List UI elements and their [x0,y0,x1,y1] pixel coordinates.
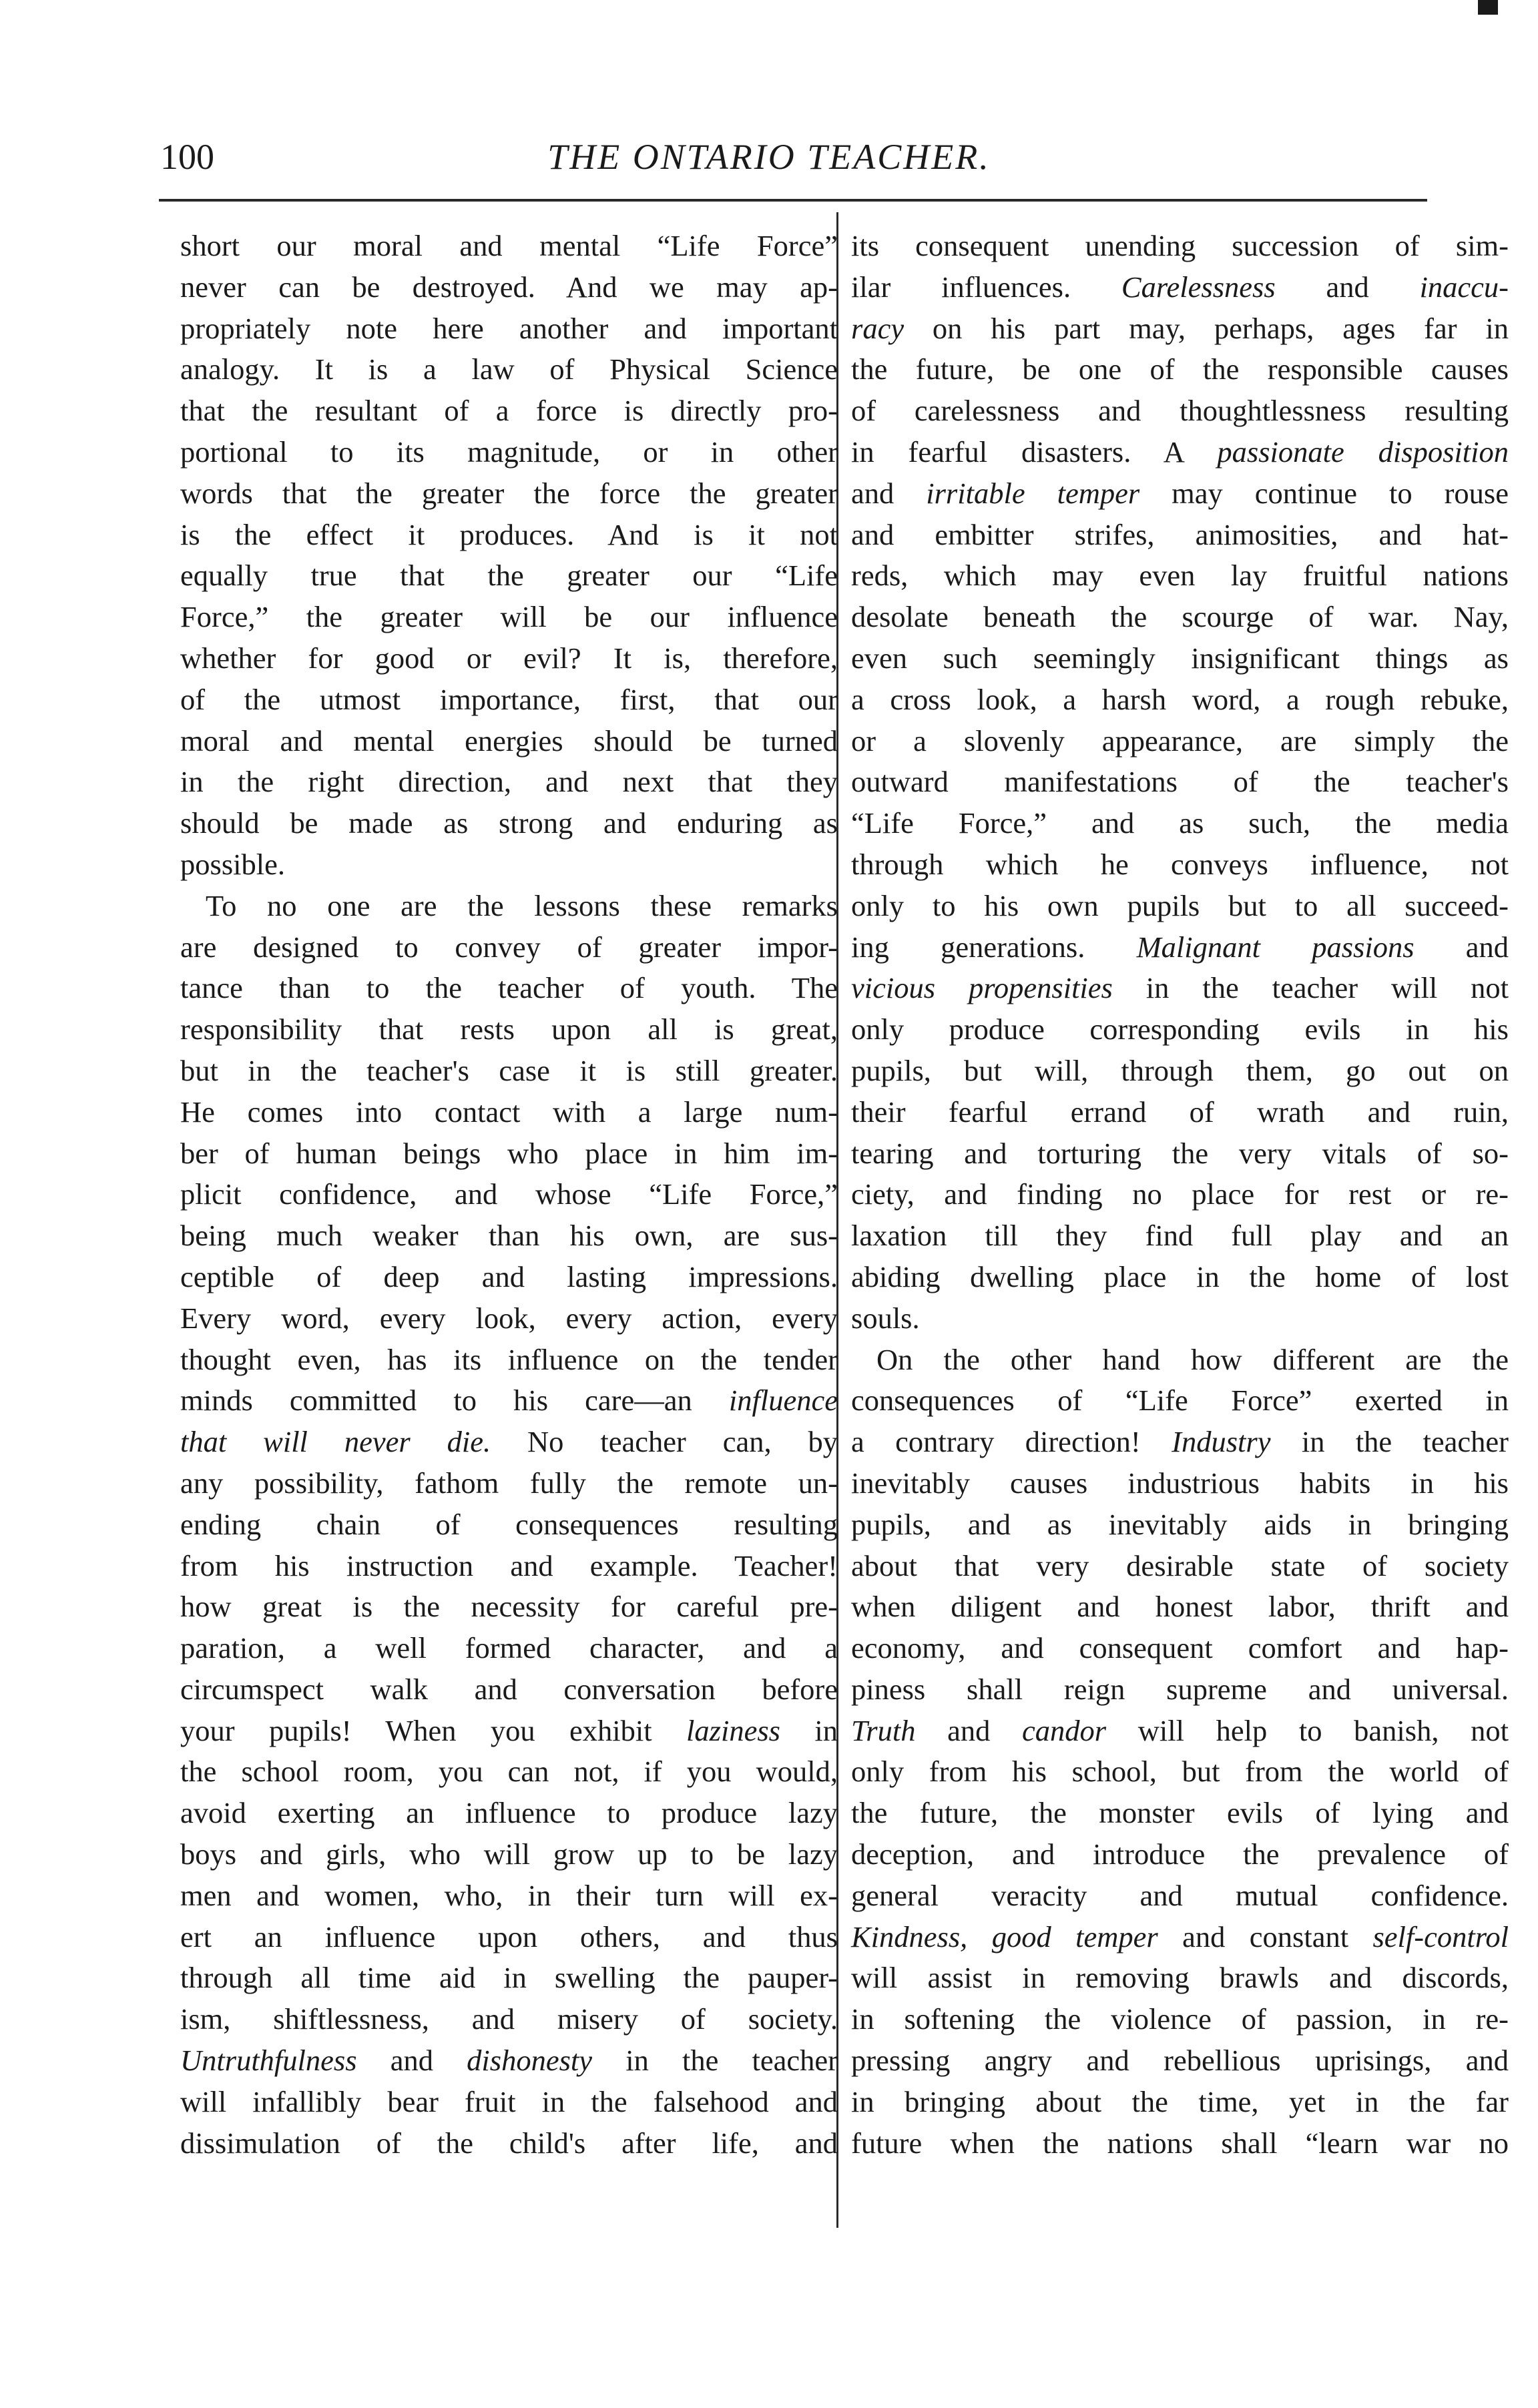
text-line [180,1339,838,1381]
text-line [180,349,838,390]
text-line [851,638,1509,679]
italic-phrase: candor [1022,1713,1107,1747]
text-run: economy, and consequent comfort and hap- [851,1631,1509,1665]
text-line [851,2040,1509,2082]
text-run: future when the nations shall “learn war no [851,2126,1509,2160]
text-run: and [915,1713,1023,1747]
text-line [851,432,1509,473]
text-run: through which he conveys influence, not [851,847,1509,881]
text-line [180,803,838,844]
text-line [180,886,838,927]
italic-phrase: dishonesty [467,2044,593,2078]
text-run: pressing angry and rebellious uprisings, and [851,2044,1509,2078]
text-run: in [780,1713,838,1747]
text-line [851,886,1509,927]
text-run: dissimulation of the child's after life, and [180,2126,838,2160]
text-line [851,968,1509,1009]
text-line [180,638,838,679]
text-run: and embitter strifes, animosities, and hat- [851,517,1509,551]
text-line [851,515,1509,556]
text-run: only from his school, but from the world of [851,1755,1509,1789]
text-run: propriately note here another and important [180,311,838,345]
text-run: and [1275,270,1420,304]
text-line [180,1751,838,1793]
text-line [180,1298,838,1339]
text-run: Force,” the greater will be our influence [180,600,838,634]
text-line [851,679,1509,721]
text-line [180,1215,838,1257]
text-run: general veracity and mutual confidence. [851,1878,1509,1912]
text-line [180,432,838,473]
text-line [180,1793,838,1834]
italic-phrase: Industry [1172,1425,1271,1459]
text-line [851,267,1509,308]
italic-phrase: Untruthfulness [180,2044,357,2078]
text-line [851,1174,1509,1215]
text-run: the future, the monster evils of lying and [851,1796,1509,1830]
italic-phrase: Carelessness [1121,270,1276,304]
text-line [180,308,838,350]
text-line [180,762,838,803]
text-run: and [356,2044,467,2078]
text-line [180,1917,838,1958]
text-line [180,267,838,308]
text-run: never can be destroyed. And we may ap- [180,270,838,304]
text-run: words that the greater the force the greater [180,476,838,510]
text-line [180,597,838,638]
text-run: possible. [180,847,285,881]
text-run: men and women, who, in their turn will ex- [180,1878,838,1912]
text-run: On the other hand how different are the [876,1342,1509,1376]
text-run: in the teacher [592,2044,838,2078]
italic-phrase: Kindness, good temper [851,1919,1158,1953]
text-line [851,1958,1509,1999]
text-line [180,968,838,1009]
text-run: their fearful errand of wrath and ruin, [851,1095,1509,1129]
text-run: in the teacher will not [1112,971,1509,1005]
text-run: when diligent and honest labor, thrift and [851,1590,1509,1624]
text-line [851,1050,1509,1092]
text-run: should be made as strong and enduring as [180,806,838,840]
text-line [180,721,838,762]
text-line [180,390,838,432]
text-line [180,1669,838,1711]
text-line [180,1875,838,1917]
text-run: a contrary direction! [851,1425,1172,1459]
italic-phrase: irritable temper [926,476,1140,510]
text-line [851,1711,1509,1752]
italic-phrase: Truth [851,1713,916,1747]
text-run: is the effect it produces. And is it not [180,517,838,551]
text-run: in fearful disasters. A [851,434,1218,469]
text-line [851,2123,1509,2164]
text-run: tance than to the teacher of youth. The [180,971,838,1005]
text-line [851,390,1509,432]
text-run: tearing and torturing the very vitals of so- [851,1136,1509,1170]
text-line [851,1257,1509,1298]
text-line [851,1546,1509,1587]
text-run: only to his own pupils but to all succeed- [851,888,1509,922]
text-run: laxation till they find full play and an [851,1219,1509,1253]
italic-phrase: that will never die. [180,1425,491,1459]
text-line [180,1546,838,1587]
text-run: thought even, has its influence on the tender [180,1342,838,1376]
text-run: only produce corresponding evils in his [851,1012,1509,1046]
text-run: To no one are the lessons these remarks [206,888,838,922]
text-run: or a slovenly appearance, are simply the [851,723,1509,758]
italic-phrase: vicious propensities [851,971,1113,1005]
text-line [180,226,838,267]
text-run: piness shall reign supreme and universal. [851,1672,1509,1706]
text-run: through all time aid in swelling the pauper- [180,1961,838,1995]
text-line [180,1504,838,1546]
text-line [180,1133,838,1175]
header-rule [159,199,1427,202]
text-run: minds committed to his care—an [180,1384,729,1418]
text-line [851,473,1509,515]
text-run: ending chain of consequences resulting [180,1507,838,1541]
text-run: boys and girls, who will grow up to be lazy [180,1837,838,1871]
text-run: in the right direction, and next that they [180,765,838,799]
text-run: ert an influence upon others, and thus [180,1919,838,1953]
text-line [851,1751,1509,1793]
text-line [180,927,838,968]
text-line [180,1463,838,1504]
text-run: No teacher can, by [491,1425,838,1459]
text-line [180,1422,838,1463]
text-line [851,844,1509,886]
text-run: ilar influences. [851,270,1121,304]
text-run: pupils, but will, through them, go out on [851,1053,1509,1087]
text-line [851,721,1509,762]
text-run: reds, which may even lay fruitful nations [851,559,1509,593]
text-line [851,1917,1509,1958]
text-run: but in the teacher's case it is still greater. [180,1053,838,1087]
text-run: being much weaker than his own, are sus- [180,1219,838,1253]
left-column [180,226,838,2228]
text-run: and [1414,930,1509,964]
text-run: inevitably causes industrious habits in his [851,1466,1509,1500]
text-line [851,803,1509,844]
italic-phrase: influence [728,1384,838,1418]
text-line [180,473,838,515]
text-run: avoid exerting an influence to produce lazy [180,1796,838,1830]
page-number: 100 [160,137,214,177]
text-line [851,226,1509,267]
italic-phrase: racy [851,311,905,345]
text-run: in softening the violence of passion, in re- [851,2002,1509,2036]
text-run: ceptible of deep and lasting impressions. [180,1259,838,1293]
text-run: desolate beneath the scourge of war. Nay, [851,600,1509,634]
text-run: He comes into contact with a large num- [180,1095,838,1129]
text-run: ism, shiftlessness, and misery of society. [180,2002,838,2036]
text-line [180,679,838,721]
text-run: paration, a well formed character, and a [180,1631,838,1665]
text-line [180,515,838,556]
text-line [180,1958,838,1999]
text-line [180,1009,838,1050]
text-run: outward manifestations of the teacher's [851,765,1509,799]
text-run: analogy. It is a law of Physical Science [180,352,838,386]
right-column [851,226,1509,2228]
italic-phrase: Malignant passions [1136,930,1415,964]
text-run: will help to banish, not [1106,1713,1509,1747]
text-run: the school room, you can not, if you would, [180,1755,838,1789]
text-run: the future, be one of the responsible causes [851,352,1509,386]
text-line [851,2082,1509,2123]
text-run: in bringing about the time, yet in the far [851,2084,1509,2118]
text-run: moral and mental energies should be turned [180,723,838,758]
text-line [851,1298,1509,1339]
text-line [180,1628,838,1669]
text-run: pupils, and as inevitably aids in bringing [851,1507,1509,1541]
text-run: deception, and introduce the prevalence of [851,1837,1509,1871]
running-title: THE ONTARIO TEACHER. [547,137,991,177]
text-line [180,844,838,886]
text-run: that the resultant of a force is directly pro- [180,394,838,428]
text-run: your pupils! When you exhibit [180,1713,687,1747]
text-line [851,1463,1509,1504]
text-run: ber of human beings who place in him im- [180,1136,838,1170]
text-line [180,555,838,597]
text-line [180,1711,838,1752]
text-run: ciety, and finding no place for rest or re- [851,1177,1509,1211]
text-line [851,927,1509,968]
text-line [851,1422,1509,1463]
text-run: responsibility that rests upon all is great, [180,1012,838,1046]
text-run: from his instruction and example. Teacher! [180,1548,838,1582]
text-line [180,1999,838,2040]
text-run: even such seemingly insignificant things as [851,641,1509,675]
text-run: circumspect walk and conversation before [180,1672,838,1706]
text-line [851,1586,1509,1628]
text-line [851,1133,1509,1175]
text-run: plicit confidence, and whose “Life Force,” [180,1177,838,1211]
text-line [851,1339,1509,1381]
text-run: portional to its magnitude, or in other [180,434,838,469]
italic-phrase: laziness [686,1713,780,1747]
text-line [851,1009,1509,1050]
text-run: about that very desirable state of society [851,1548,1509,1582]
italic-phrase: self-control [1372,1919,1509,1953]
text-line [851,1669,1509,1711]
text-line [851,597,1509,638]
text-line [851,1380,1509,1422]
text-line [851,1504,1509,1546]
text-line [851,555,1509,597]
text-run: of carelessness and thoughtlessness resulting [851,394,1509,428]
text-line [180,1174,838,1215]
text-run: will infallibly bear fruit in the falsehood and [180,2084,838,2118]
text-run: its consequent unending succession of sim- [851,229,1509,262]
text-run: abiding dwelling place in the home of lost [851,1259,1509,1293]
text-line [180,1834,838,1875]
text-line [851,349,1509,390]
text-run: of the utmost importance, first, that our [180,682,838,716]
text-line [851,1793,1509,1834]
text-line [851,1999,1509,2040]
text-line [851,762,1509,803]
text-run: will assist in removing brawls and discords, [851,1961,1509,1995]
text-line [851,1875,1509,1917]
text-run: how great is the necessity for careful pre- [180,1590,838,1624]
text-run: souls. [851,1301,920,1335]
text-run: any possibility, fathom fully the remote un- [180,1466,838,1500]
text-run: on his part may, perhaps, ages far in [904,311,1509,345]
text-line [851,1628,1509,1669]
text-line [180,1586,838,1628]
text-run: short our moral and mental “Life Force” [180,229,838,262]
text-line [180,2123,838,2164]
italic-phrase: passionate disposition [1217,434,1509,469]
text-line [851,1215,1509,1257]
italic-phrase: inaccu- [1419,270,1509,304]
text-line [180,1257,838,1298]
text-run: in the teacher [1270,1425,1509,1459]
text-line [851,308,1509,350]
text-run: equally true that the greater our “Life [180,559,838,593]
text-line [180,1092,838,1133]
scan-edge-mark [1478,0,1498,15]
text-line [851,1834,1509,1875]
text-run: may continue to rouse [1139,476,1509,510]
text-line [851,1092,1509,1133]
text-run: whether for good or evil? It is, therefore, [180,641,838,675]
text-line [180,1380,838,1422]
text-run: “Life Force,” and as such, the media [851,806,1509,840]
text-line [180,2040,838,2082]
text-run: a cross look, a harsh word, a rough rebuke, [851,682,1509,716]
text-run: consequences of “Life Force” exerted in [851,1384,1509,1418]
text-run: ing generations. [851,930,1137,964]
text-run: Every word, every look, every action, every [180,1301,838,1335]
text-run: and constant [1158,1919,1373,1953]
text-line [180,1050,838,1092]
text-run: are designed to convey of greater impor- [180,930,838,964]
text-run: and [851,476,927,510]
text-line [180,2082,838,2123]
